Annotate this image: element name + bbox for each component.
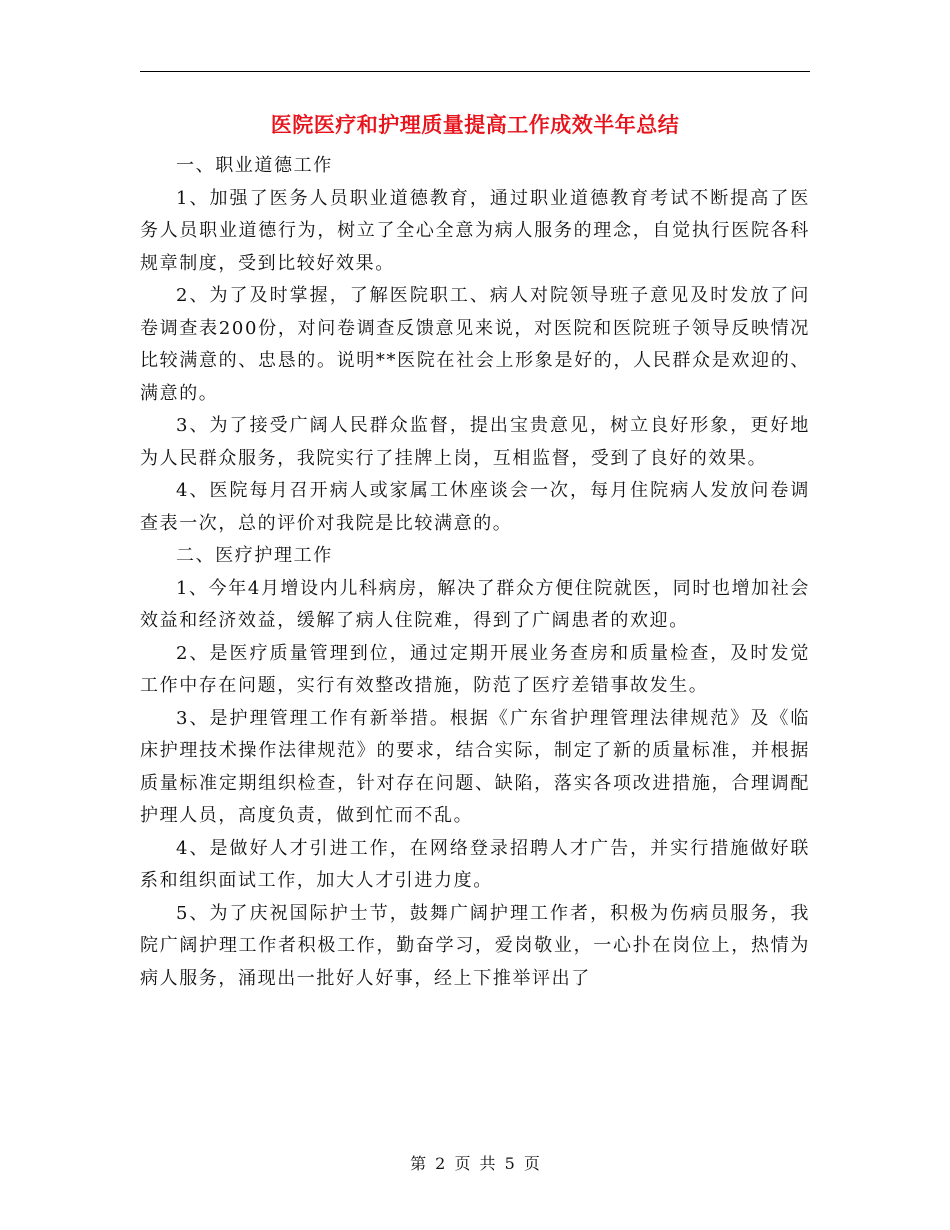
paragraph: 3、是护理管理工作有新举措。根据《广东省护理管理法律规范》及《临床护理技术操作法律规范》的要求，结合实际，制定了新的质量标准，并根据质量标准定期组织检查，针对存在问题、缺陷，落实各项改进措施，合理调配护理人员，高度负责，做到忙而不乱。 (140, 707, 810, 826)
header-rule (140, 71, 810, 72)
page-number-footer: 第 2 页 共 5 页 (410, 1154, 540, 1173)
paragraph: 1、今年4月增设内儿科病房，解决了群众方便住院就医，同时也增加社会效益和经济效益，缓解了病人住院难，得到了广阔患者的欢迎。 (140, 577, 810, 631)
paragraph: 2、是医疗质量管理到位，通过定期开展业务查房和质量检查，及时发觉工作中存在问题，实行有效整改措施，防范了医疗差错事故发生。 (140, 642, 810, 696)
paragraph: 3、为了接受广阔人民群众监督，提出宝贵意见，树立良好形象，更好地为人民群众服务，我院实行了挂牌上岗，互相监督，受到了良好的效果。 (140, 415, 810, 469)
paragraph: 4、医院每月召开病人或家属工休座谈会一次，每月住院病人发放问卷调查表一次，总的评价对我院是比较满意的。 (140, 480, 810, 534)
section-heading: 二、医疗护理工作 (176, 545, 333, 566)
section-heading: 一、职业道德工作 (176, 155, 333, 176)
paragraph: 5、为了庆祝国际护士节，鼓舞广阔护理工作者，积极为伤病员服务，我院广阔护理工作者积极工作，勤奋学习，爱岗敬业，一心扑在岗位上，热情为病人服务，涌现出一批好人好事，经上下推举评出了 (140, 902, 810, 989)
document-body (140, 150, 810, 995)
document-title: 医院医疗和护理质量提高工作成效半年总结 (270, 113, 680, 137)
paragraph: 1、加强了医务人员职业道德教育，通过职业道德教育考试不断提高了医务人员职业道德行为，树立了全心全意为病人服务的理念，自觉执行医院各科规章制度，受到比较好效果。 (140, 187, 810, 274)
paragraph: 2、为了及时掌握，了解医院职工、病人对院领导班子意见及时发放了问卷调查表200份，对问卷调查反馈意见来说，对医院和医院班子领导反映情况比较满意的、忠恳的。说明**医院在社会上形象是好的，人民群众是欢迎的、满意的。 (140, 285, 810, 404)
paragraph: 4、是做好人才引进工作，在网络登录招聘人才广告，并实行措施做好联系和组织面试工作，加大人才引进力度。 (140, 837, 810, 891)
